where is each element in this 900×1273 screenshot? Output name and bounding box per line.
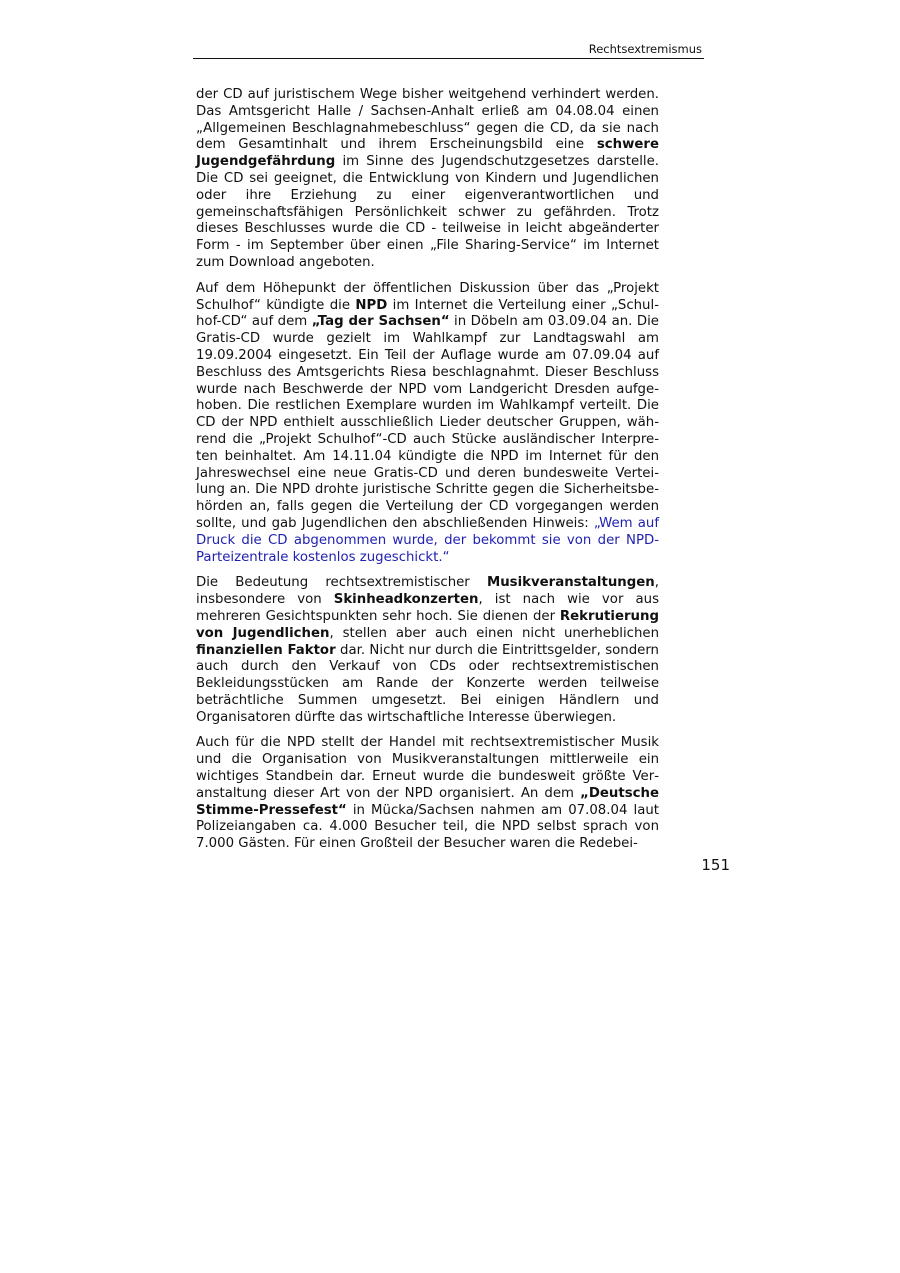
text-run: in Döbeln am 03.09.04 an. Die Gratis-CD wurde gezielt im Wahlkampf zur Landtagswahl am 19.09.2004 eingesetzt. Ein Teil der Auflage wurde am 07.09.04 auf Beschluss des Amtsgerichts Riesa beschlagnahmt. Dieser Beschluss wurde nach Beschwerde der NPD vom Landgericht Dresden aufgehoben. Die restlichen Exemplare wurden im Wahlkampf verteilt. Die CD der NPD enthielt ausschließlich Lieder deutscher Gruppen, während die „Projekt Schulhof“-CD auch Stücke ausländischer Interpreten beinhaltet. Am 14.11.04 kündigte die NPD im Internet für den Jahreswechsel eine neue Gratis-CD und deren bundesweite Verteilung an. Die NPD drohte juristische Schritte gegen die Sicherheitsbehörden an, falls gegen die Verteilung der CD vorgegangen werden sollte, und gab Jugendlichen den abschließenden Hinweis: [196,314,659,531]
header-rule [193,58,704,59]
text-run: Auf dem Höhepunkt der öffentlichen Diskussion über das „Projekt Schulhof“ kündigte die [196,280,659,313]
text-run: , ist nach wie vor aus mehreren Gesichtspunkten sehr hoch. Sie dienen der [196,592,660,624]
body-text [196,87,659,862]
bold-term: Skinheadkonzerten [333,592,479,608]
text-run: Die Bedeutung rechtsextremistischer [196,575,487,591]
page-number: 151 [701,856,730,874]
bold-term: „Tag der Sachsen“ [311,314,450,330]
bold-term: Rekrutierung von Jugendlichen [196,608,659,641]
text-run: , insbesondere von [196,575,659,608]
bold-term: „Deutsche Stimme-Pressefest“ [196,785,659,818]
text-run: Auch für die NPD stellt der Handel mit rechtsextremistischer Musik und die Organisation von Musikveranstaltungen mittlerweile ein wichtiges Standbein dar. Erneut wurde die bundesweit größte Veranstaltung dieser Art von der NPD organisiert. An dem [196,735,659,801]
highlighted-quote: „Wem auf Druck die CD abgenommen wurde, der bekommt sie von der NPD-Parteizentrale kostenlos zugeschickt.“ [196,515,659,565]
paragraph-4 [196,735,659,853]
bold-term: schwere Jugendgefährdung [196,137,659,170]
text-run: in Mücka/Sachsen nahmen am 07.08.04 laut Polizeiangaben ca. 4.000 Besucher teil, die NPD selbst sprach von 7.000 Gästen. Für einen Großteil der Besucher waren die Redebei- [196,802,659,852]
running-header-title: Rechtsextremismus [588,42,702,56]
bold-term: finanziellen Faktor [196,642,336,658]
bold-term: Musikveranstaltungen [486,575,655,591]
paragraph-1 [196,87,659,272]
text-run: im Internet die Verteilung einer „Schulhof-CD“ auf dem [196,297,659,330]
text-run: dar. Nicht nur durch die Eintrittsgelder, sondern auch durch den Verkauf von CDs oder rechtsextremistischen Bekleidungsstücken am Rande der Konzerte werden teilweise beträchtliche Summen umgesetzt. Bei einigen Händlern und Organisatoren dürfte das wirtschaftliche Interesse überwiegen. [196,642,659,725]
text-run: im Sinne des Jugendschutzgesetzes darstelle. Die CD sei geeignet, die Entwicklung von Kindern und Jugendlichen oder ihre Erziehung zu einer eigenverantwortlichen und gemeinschaftsfähigen Persönlichkeit schwer zu gefährden. Trotz dieses Beschlusses wurde die CD - teilweise in leicht abgeänderter Form - im September über einen „File Sharing-Service“ im Internet zum Download angeboten. [196,154,659,270]
text-run: der CD auf juristischem Wege bisher weitgehend verhindert werden. Das Amtsgericht Halle / Sachsen-Anhalt erließ am 04.08.04 einen „Allgemeinen Beschlagnahmebeschluss“ gegen die CD, da sie nach dem Gesamtinhalt und ihrem Erscheinungsbild eine [196,87,659,153]
paragraph-3 [196,575,659,726]
bold-term: NPD [355,297,388,313]
paragraph-2 [196,281,659,567]
text-run: , stellen aber auch einen nicht unerheblichen [329,625,660,641]
